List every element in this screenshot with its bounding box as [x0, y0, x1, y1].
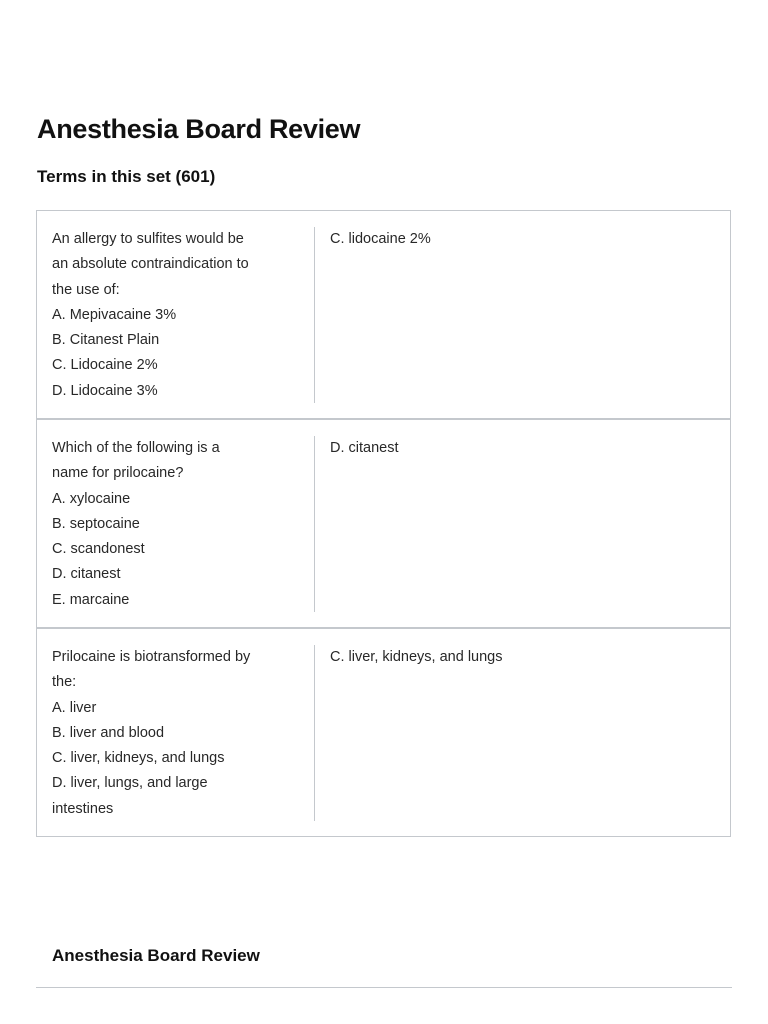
term-line: A. liver — [52, 699, 97, 716]
term-line: B. Citanest Plain — [52, 332, 160, 349]
term-line: the use of: — [52, 281, 120, 298]
page-title: Anesthesia Board Review — [37, 114, 361, 144]
term-line: D. liver, lungs, and large — [52, 775, 208, 792]
term-line: Prilocaine is biotransformed by — [52, 649, 251, 665]
term-line: C. Lidocaine 2% — [52, 357, 158, 374]
footer-divider — [36, 987, 732, 988]
footer-set-title: Anesthesia Board Review — [52, 946, 260, 965]
term-line: an absolute contraindication to — [52, 256, 249, 273]
term-line: D. citanest — [52, 566, 121, 583]
term-text — [52, 227, 315, 403]
term-line: intestines — [52, 800, 114, 817]
definition-text: C. lidocaine 2% — [330, 231, 431, 247]
term-line: E. marcaine — [52, 591, 130, 608]
definition-text: D. citanest — [330, 440, 399, 456]
term-line: A. Mepivacaine 3% — [52, 306, 177, 323]
term-line: A. xylocaine — [52, 490, 131, 507]
term-line: name for prilocaine? — [52, 465, 184, 482]
term-line: An allergy to sulfites would be — [52, 231, 244, 247]
term-line: C. liver, kidneys, and lungs — [52, 750, 225, 767]
term-row — [37, 211, 730, 420]
term-text — [52, 436, 315, 612]
term-line: B. septocaine — [52, 515, 140, 532]
terms-table — [36, 210, 731, 837]
term-line: the: — [52, 674, 77, 691]
terms-count-heading: Terms in this set (601) — [37, 167, 216, 186]
definition-text: C. liver, kidneys, and lungs — [330, 649, 503, 665]
term-row — [37, 629, 730, 836]
term-line: D. Lidocaine 3% — [52, 382, 158, 399]
term-text — [52, 645, 315, 821]
term-line: Which of the following is a — [52, 440, 220, 456]
term-line: B. liver and blood — [52, 724, 165, 741]
term-row — [37, 420, 730, 629]
term-line: C. scandonest — [52, 541, 145, 558]
